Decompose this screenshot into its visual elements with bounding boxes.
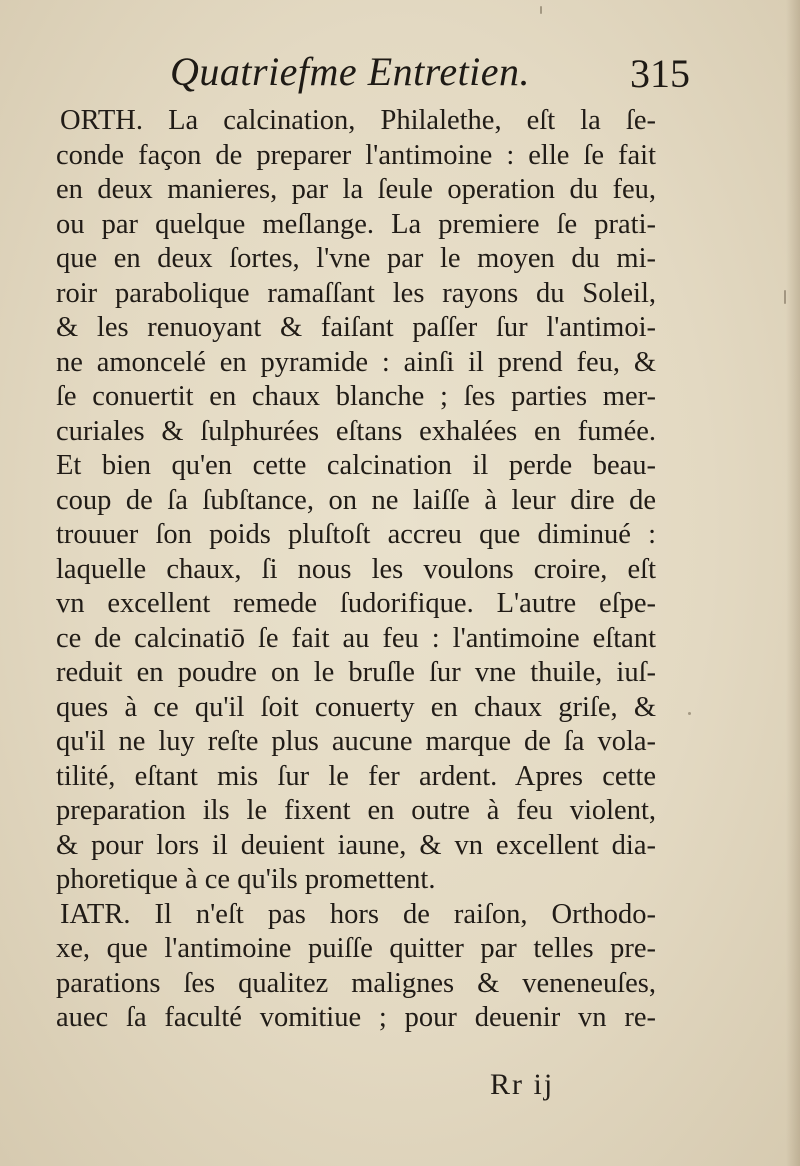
text-line: ne amoncelé en pyramide : ainſi il prend feu, & [56, 346, 656, 378]
text-line: Et bien qu'en cette calcination il perde beau- [56, 450, 656, 481]
signature-mark: Rr ij [490, 1068, 555, 1101]
text-line: vn excellent remede ſudorifique. L'autre eſpe- [56, 588, 656, 619]
text-line: laquelle chaux, ſi nous les voulons croire, eſt [56, 553, 656, 585]
text-line: ORTH. La calcination, Philalethe, eſt la ſe- [60, 105, 656, 136]
text-line: roir parabolique ramaſſant les rayons du Soleil, [56, 277, 656, 309]
text-line: auec ſa faculté vomitiue ; pour deuenir vn re- [56, 1002, 656, 1033]
paper-speck [540, 6, 542, 14]
text-line: parations ſes qualitez malignes & veneneuſes, [56, 967, 656, 999]
text-line: tilité, eſtant mis ſur le fer ardent. Apres cette [56, 760, 656, 792]
text-line: curiales & ſulphurées eſtans exhalées en fumée. [56, 415, 656, 447]
running-title: Quatriefme Entretien. [170, 49, 531, 94]
page-number: 315 [630, 51, 690, 96]
body-text [56, 104, 656, 1036]
text-line: coup de ſa ſubſtance, on ne laiſſe à leur dire de [56, 484, 656, 516]
text-line: ques à ce qu'il ſoit conuerty en chaux griſe, & [56, 691, 656, 723]
text-line: xe, que l'antimoine puiſſe quitter par telles pre- [56, 933, 656, 964]
page-header [170, 48, 690, 108]
text-line: preparation ils le fixent en outre à feu violent, [56, 795, 656, 826]
text-line: ce de calcinatiō ſe fait au feu : l'antimoine eſtant [56, 622, 656, 654]
text-line: reduit en poudre on le bruſle ſur vne thuile, iuſ- [56, 657, 656, 688]
text-line: trouuer ſon poids pluſtoſt accreu que diminué : [56, 519, 656, 550]
text-line: & pour lors il deuient iaune, & vn excellent dia- [56, 829, 656, 861]
text-line: conde façon de preparer l'antimoine : elle ſe fait [56, 139, 656, 171]
text-line: ſe conuertit en chaux blanche ; ſes parties mer- [56, 381, 656, 412]
page-edge-shadow [786, 0, 800, 1166]
text-line: & les renuoyant & faiſant paſſer ſur l'antimoi- [56, 312, 656, 343]
paper-speck [688, 712, 691, 715]
text-line: IATR. Il n'eſt pas hors de raiſon, Orthodo- [60, 898, 656, 930]
text-line: que en deux ſortes, l'vne par le moyen du mi- [56, 243, 656, 274]
text-line: phoretique à ce qu'ils promettent. [56, 864, 436, 895]
text-line: ou par quelque meſlange. La premiere ſe prati- [56, 208, 656, 240]
text-line: qu'il ne luy reſte plus aucune marque de ſa vola- [56, 726, 656, 757]
paper-speck [784, 290, 786, 304]
text-line: en deux manieres, par la ſeule operation du feu, [56, 174, 656, 205]
